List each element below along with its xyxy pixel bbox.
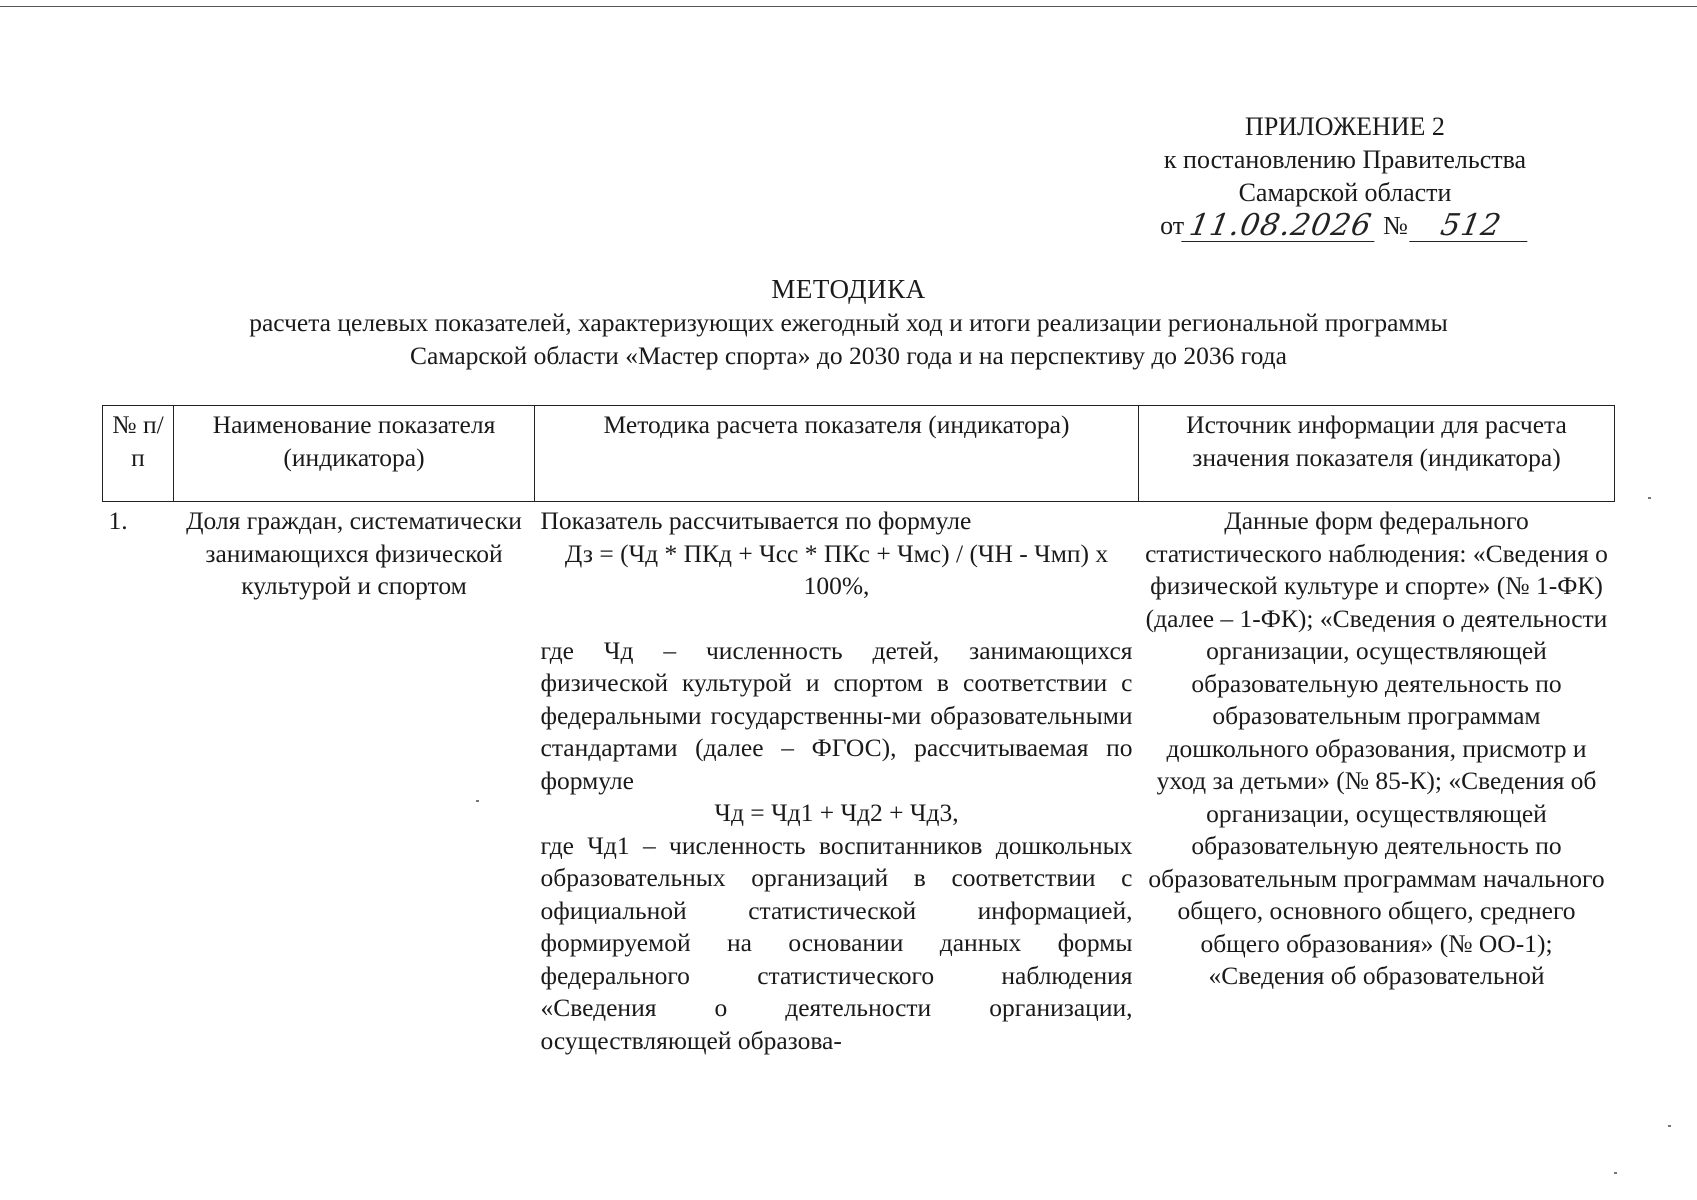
table-row — [103, 502, 1615, 1058]
scan-speck — [1668, 1125, 1671, 1127]
scan-speck — [1614, 1172, 1617, 1174]
header-source: Источник информации для расчета значения показателя (индикатора) — [1139, 406, 1615, 502]
row-source: Данные форм федерального статистического наблюдения: «Сведения о физической культуре и спорте» (№ 1-ФК) (далее – 1-ФК); «Сведения о деятельности организации, осуществляющей образовательную деятельность по образовательным программам дошкольного образования, присмотр и уход за детьми» (№ 85-К); «Сведения об организации, осуществляющей образовательную деятельность по образовательным программам начального общего, основного общего, среднего общего образования» (№ ОО-1); «Сведения об образовательной — [1145, 506, 1608, 990]
row-number: 1. — [108, 506, 128, 535]
method-formula-1: Дз = (Чд * ПКд + Чсс * ПКс + Чмс) / (ЧН - Чмп) х 100%, — [564, 538, 1109, 600]
appendix-line-1: к постановлению Правительства — [1163, 145, 1527, 174]
number-label: № — [1383, 211, 1408, 240]
document-subtitle-line-2: Самарской области «Мастер спорта» до 2030 года и на перспективу до 2036 года — [410, 341, 1287, 370]
appendix-header — [1125, 110, 1565, 242]
method-formula-2: Чд = Чд1 + Чд2 + Чд3, — [714, 798, 959, 827]
appendix-date-number-line — [1125, 209, 1565, 242]
header-number: № п/п — [103, 406, 174, 502]
handwritten-date: 11.08.2026 — [1181, 211, 1379, 242]
method-paragraph-1: где Чд – численность детей, занимающихся физической культурой и спортом в соответствии с федеральными государственны-ми образовательными стандартами (далее – ФГОС), рассчитываемая по формуле — [540, 635, 1133, 795]
top-border-line — [0, 6, 1697, 7]
header-method: Методика расчета показателя (индикатора) — [535, 406, 1139, 502]
document-title: МЕТОДИКА — [771, 274, 926, 304]
scan-speck — [476, 800, 479, 802]
method-paragraph-2: где Чд1 – численность воспитанников дошкольных образовательных организаций в соответствии с официальной статистической информацией, формируемой на основании данных формы федерального статистического наблюдения «Сведения о деятельности организации, осуществляющей образова- — [540, 830, 1133, 1055]
scan-speck — [1648, 497, 1651, 499]
method-intro: Показатель рассчитывается по формуле — [540, 506, 972, 535]
row-method — [535, 502, 1139, 1058]
appendix-line-2: Самарской области — [1238, 178, 1452, 207]
table-header-row — [103, 406, 1615, 502]
appendix-title: ПРИЛОЖЕНИЕ 2 — [1245, 112, 1445, 141]
document-subtitle-line-1: расчета целевых показателей, характеризующих ежегодный ход и итоги реализации региональной программы — [249, 308, 1448, 337]
methodology-table — [102, 405, 1615, 1057]
header-indicator-name: Наименование показателя (индикатора) — [174, 406, 535, 502]
from-label: от — [1160, 211, 1185, 240]
row-indicator-name: Доля граждан, систематически занимающихся физической культурой и спортом — [186, 506, 522, 600]
document-title-block — [150, 272, 1547, 372]
handwritten-number: 512 — [1409, 211, 1532, 242]
